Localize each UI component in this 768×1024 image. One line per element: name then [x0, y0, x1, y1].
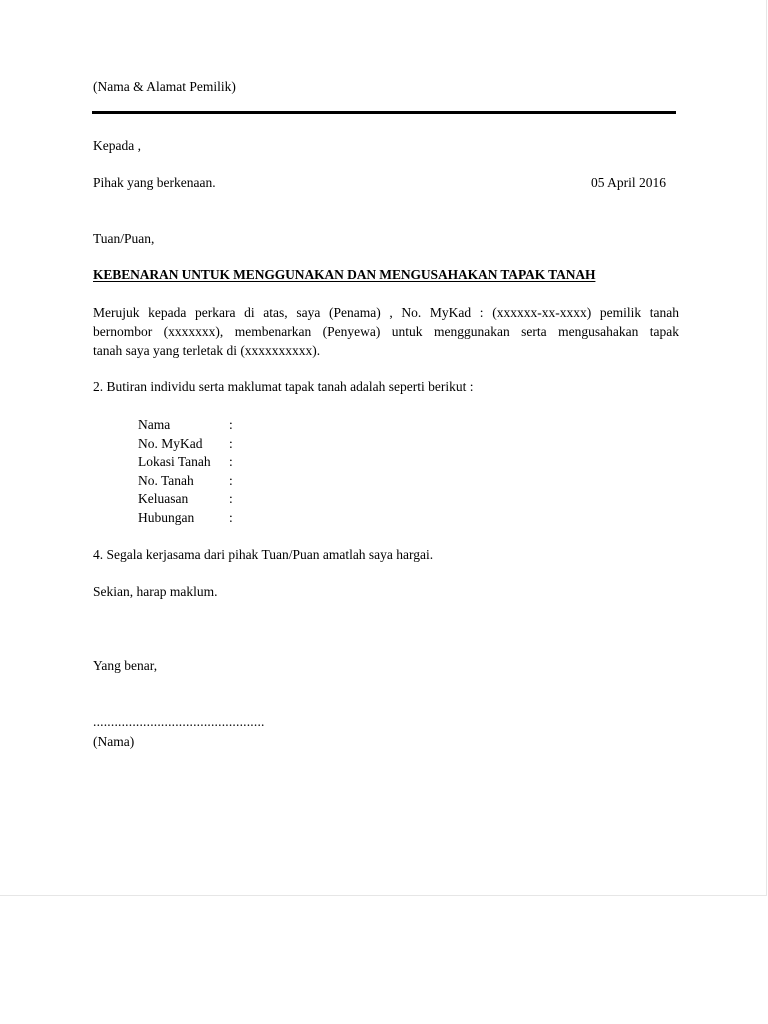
details-colon: : [229, 472, 233, 488]
header-divider [92, 111, 676, 114]
letter-date: 05 April 2016 [591, 175, 667, 190]
owner-name-address: (Nama & Alamat Pemilik) [93, 79, 236, 94]
signatory-name: (Nama) [93, 734, 135, 749]
details-row [138, 453, 233, 472]
details-row [138, 472, 233, 491]
recipient-party: Pihak yang berkenaan. [93, 175, 216, 190]
details-label: Keluasan [138, 491, 189, 506]
paragraph-details-intro: 2. Butiran individu serta maklumat tapak tanah adalah seperti berikut : [93, 379, 474, 394]
details-colon: : [229, 454, 233, 469]
details-label: Nama [138, 417, 171, 432]
details-label: Hubungan [138, 509, 195, 525]
details-label: No. Tanah [138, 472, 194, 488]
recipient-to: Kepada , [93, 138, 141, 153]
details-colon: : [229, 435, 233, 451]
paragraph-reference-line-3: tanah saya yang terletak di (xxxxxxxxxx). [93, 343, 321, 358]
details-colon: : [229, 491, 233, 506]
paragraph-reference [93, 303, 679, 360]
details-colon: : [229, 509, 233, 525]
details-label: Lokasi Tanah [138, 454, 211, 469]
details-colon: : [229, 417, 233, 432]
paragraph-reference-line-2: bernombor (xxxxxxx), membenarkan (Penyewa) untuk menggunakan serta mengusahakan tapak [93, 324, 679, 339]
details-list [138, 416, 233, 527]
details-row [138, 416, 233, 435]
salutation: Tuan/Puan, [93, 231, 155, 246]
details-row [138, 435, 233, 454]
details-row [138, 490, 233, 509]
letter-subject: KEBENARAN UNTUK MENGGUNAKAN DAN MENGUSAHAKAN TAPAK TANAH [93, 267, 596, 282]
details-row [138, 509, 233, 528]
paragraph-reference-line-1: Merujuk kepada perkara di atas, saya (Penama) , No. MyKad : (xxxxxx-xx-xxxx) pemilik tanah [93, 305, 679, 320]
paragraph-appreciation: 4. Segala kerjasama dari pihak Tuan/Puan amatlah saya hargai. [93, 547, 434, 562]
closing-remark: Sekian, harap maklum. [93, 584, 218, 599]
signature-line: ................................................ [93, 714, 265, 729]
signoff: Yang benar, [93, 658, 158, 673]
details-label: No. MyKad [138, 435, 203, 451]
